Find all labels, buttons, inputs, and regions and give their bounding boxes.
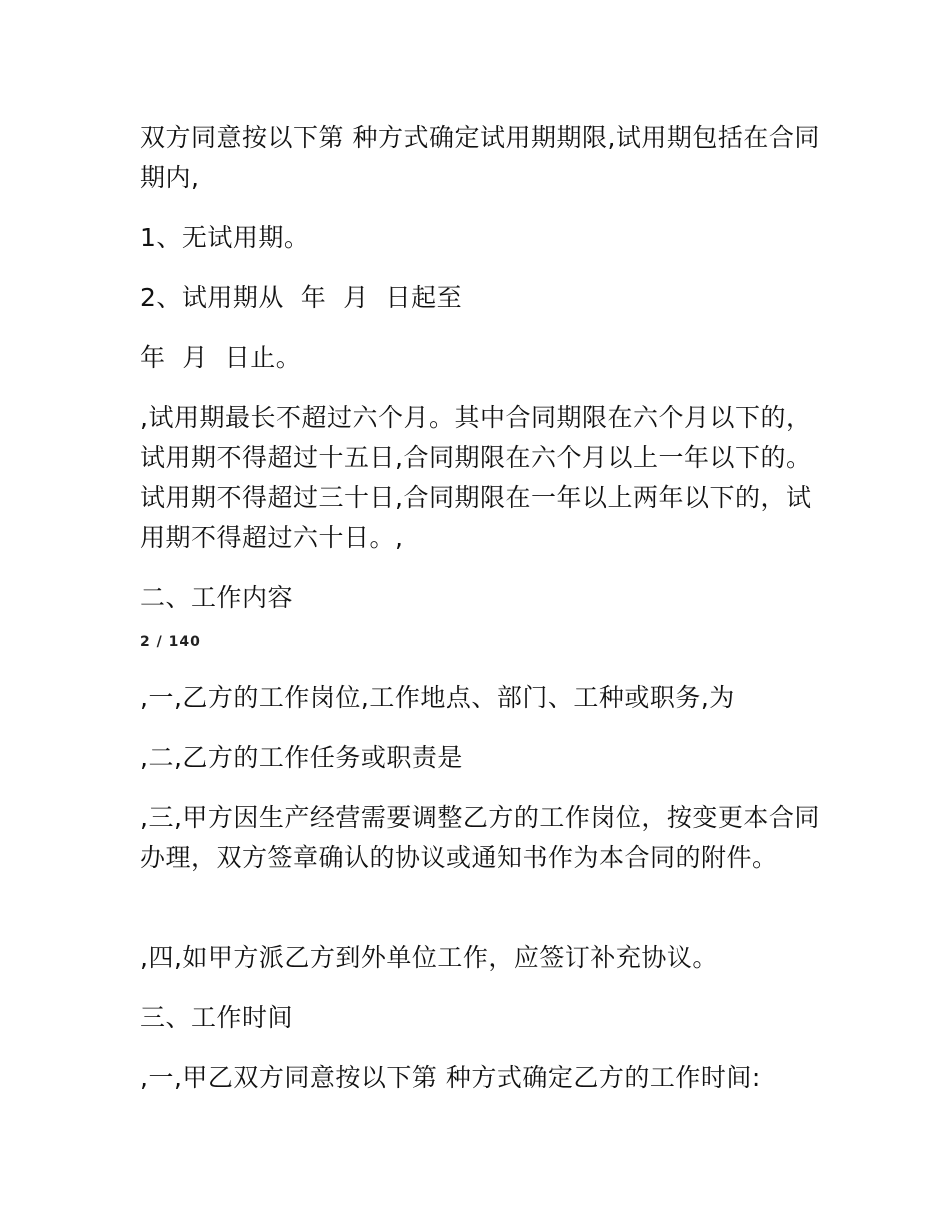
paragraph-work-time-method: ,一,甲乙双方同意按以下第 种方式确定乙方的工作时间: — [140, 1063, 761, 1092]
paragraph-probation-until: 年 月 日止。 — [140, 343, 302, 372]
paragraph-work-duties: ,二,乙方的工作任务或职责是 — [140, 743, 463, 772]
paragraph-position-adjustment: ,三,甲方因生产经营需要调整乙方的工作岗位，按变更本合同办理，双方签章确认的协议或通知书作为本合同的附件。 — [140, 803, 820, 872]
section-heading-work-content: 二、工作内容 — [140, 583, 294, 612]
paragraph-probation-from: 2、试用期从 年 月 日起至 — [140, 283, 463, 312]
paragraph-probation-intro: 双方同意按以下第 种方式确定试用期期限,试用期包括在合同期内, — [140, 123, 820, 192]
paragraph-probation-limits: ,试用期最长不超过六个月。其中合同期限在六个月以下的，试用期不得超过十五日,合同期限在六个月以上一年以下的。试用期不得超过三十日,合同期限在一年以上两年以下的，试用期不得超过六十日。, — [140, 403, 812, 552]
section-heading-work-time: 三、工作时间 — [140, 1003, 294, 1032]
paragraph-work-position: ,一,乙方的工作岗位,工作地点、部门、工种或职务,为 — [140, 683, 735, 712]
paragraph-no-probation: 1、无试用期。 — [140, 223, 310, 252]
page-number: 2 / 140 — [140, 634, 201, 650]
paragraph-external-assignment: ,四,如甲方派乙方到外单位工作，应签订补充协议。 — [140, 943, 718, 972]
